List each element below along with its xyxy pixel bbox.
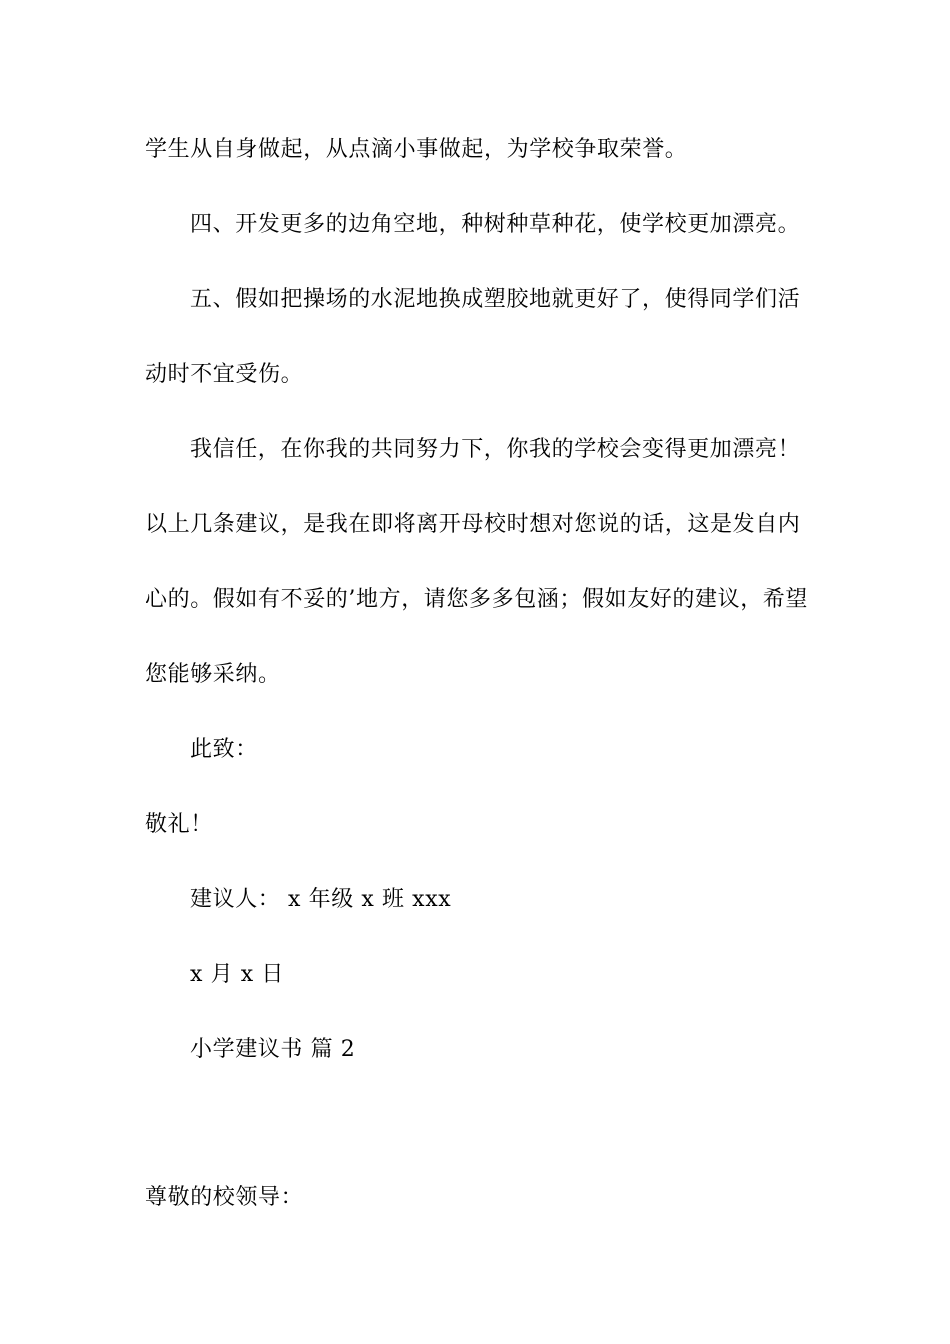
date-line: x 月 x 日: [190, 962, 284, 987]
paragraph-line: 动时不宜受伤。: [145, 362, 304, 387]
signature-line: 建议人： x 年级 x 班 xxx: [190, 887, 452, 912]
closing-regards: 敬礼！: [145, 812, 213, 837]
letter-greeting: 尊敬的校领导：: [145, 1185, 304, 1210]
paragraph-line: 学生从自身做起，从点滴小事做起，为学校争取荣誉。: [145, 137, 688, 162]
paragraph-item-4: 四、开发更多的边角空地，种树种草种花，使学校更加漂亮。: [190, 212, 801, 237]
paragraph-line: 心的。假如有不妥的’地方，请您多多包涵；假如友好的建议，希望: [145, 587, 808, 612]
closing-salutation: 此致：: [190, 737, 258, 762]
paragraph-line: 您能够采纳。: [145, 662, 281, 687]
section-title: 小学建议书 篇 2: [190, 1037, 356, 1062]
paragraph-item-5: 五、假如把操场的水泥地换成塑胶地就更好了，使得同学们活: [190, 287, 801, 312]
paragraph-line: 以上几条建议，是我在即将离开母校时想对您说的话，这是发自内: [145, 512, 801, 537]
paragraph-conclusion: 我信任，在你我的共同努力下，你我的学校会变得更加漂亮！: [190, 437, 801, 462]
